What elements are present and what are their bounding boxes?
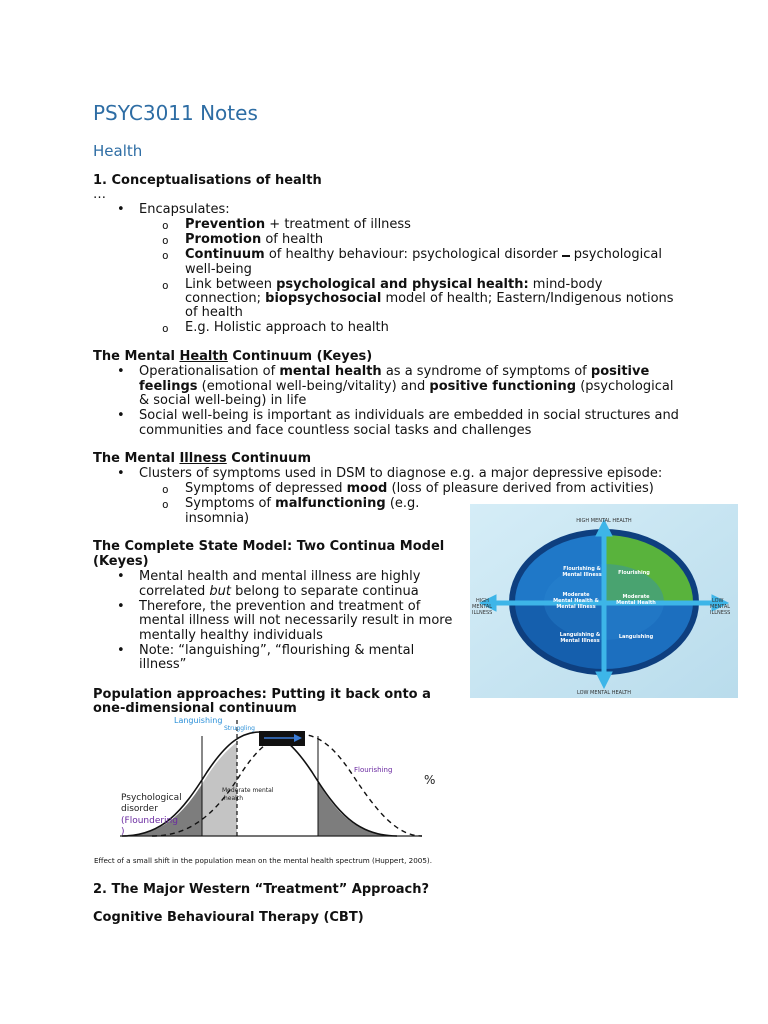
bullet: • bbox=[117, 466, 125, 481]
sub-bullet: o bbox=[162, 249, 169, 262]
section-1-heading: 1. Conceptualisations of health bbox=[93, 173, 322, 188]
q-mr-1: Moderate bbox=[622, 594, 650, 600]
q-ml-2: Mental Health & bbox=[553, 598, 599, 604]
csm-heading: The Complete State Model: Two Continua Model bbox=[93, 539, 445, 554]
csm-b3-l2: illness” bbox=[139, 657, 187, 672]
label-high-mental-illness-1: HIGH bbox=[476, 598, 489, 604]
bullet: • bbox=[117, 643, 125, 658]
q-bl-1: Languishing & bbox=[559, 632, 601, 638]
item-link-cont: connection; biopsychosocial model of health; Eastern/Indigenous notions bbox=[185, 291, 674, 306]
encapsulates-text: Encapsulates: bbox=[139, 202, 230, 217]
label-floundering: (Floundering bbox=[121, 816, 178, 826]
label-moderate-1: Moderate mental bbox=[222, 787, 274, 794]
mhc-b2-l2: communities and face countless social tasks and challenges bbox=[139, 423, 532, 438]
sub-bullet: o bbox=[162, 234, 169, 247]
bullet: • bbox=[117, 408, 125, 423]
q-mr-2: Mental Health bbox=[616, 600, 656, 606]
item-prevention: Prevention + treatment of illness bbox=[185, 217, 411, 232]
q-ml-3: Mental Illness bbox=[556, 604, 596, 610]
mic-s2: Symptoms of malfunctioning (e.g. bbox=[185, 496, 420, 511]
sub-bullet: o bbox=[162, 219, 169, 232]
q-br: Languishing bbox=[618, 634, 654, 640]
q-tr: Flourishing bbox=[618, 570, 650, 576]
sub-bullet: o bbox=[162, 498, 169, 511]
label-low-mental-health: LOW MENTAL HEALTH bbox=[576, 690, 632, 696]
label-low-mental-illness-2: MENTAL bbox=[710, 604, 731, 610]
section-2-heading: 2. The Major Western “Treatment” Approach? bbox=[93, 882, 430, 897]
ellipsis: … bbox=[93, 187, 106, 202]
item-continuum-cont: well-being bbox=[185, 262, 252, 277]
label-low-mental-illness-1: LOW bbox=[712, 598, 724, 604]
q-ml-1: Moderate bbox=[562, 592, 590, 598]
csm-b2-l2: mental illness will not necessarily result in more bbox=[139, 613, 453, 628]
population-curve-figure bbox=[92, 712, 442, 872]
mhc-b2-l1: Social well-being is important as individuals are embedded in social structures and bbox=[139, 408, 679, 423]
section-heading-health: Health bbox=[93, 142, 143, 160]
label-psychological: Psychological bbox=[121, 793, 182, 803]
sub-bullet: o bbox=[162, 279, 169, 292]
mhc-heading: The Mental Health Continuum (Keyes) bbox=[93, 349, 373, 364]
bullet-encapsulates: • bbox=[117, 202, 125, 217]
figure-caption: Effect of a small shift in the population mean on the mental health spectrum (Huppert, 2005). bbox=[94, 856, 432, 865]
bullet: • bbox=[117, 599, 125, 614]
label-high-mental-illness-3: ILLNESS bbox=[472, 610, 493, 616]
item-holistic: E.g. Holistic approach to health bbox=[185, 320, 389, 335]
item-promotion: Promotion of health bbox=[185, 232, 324, 247]
mic-heading: The Mental Illness Continuum bbox=[93, 451, 311, 466]
sub-bullet: o bbox=[162, 322, 169, 335]
bullet: • bbox=[117, 569, 125, 584]
label-disorder: disorder bbox=[121, 804, 158, 814]
q-tl-1: Flourishing & bbox=[563, 566, 601, 572]
bullet: • bbox=[117, 364, 125, 379]
label-high-mental-health: HIGH MENTAL HEALTH bbox=[576, 518, 632, 524]
csm-b2-l3: mentally healthy individuals bbox=[139, 628, 323, 643]
item-link-cont2: of health bbox=[185, 305, 243, 320]
mic-s1: Symptoms of depressed mood (loss of pleasure derived from activities) bbox=[185, 481, 654, 496]
sub-bullet: o bbox=[162, 483, 169, 496]
item-link: Link between psychological and physical health: mind-body bbox=[185, 277, 603, 292]
csm-b1-l2: correlated but belong to separate continua bbox=[139, 584, 419, 599]
pop-heading-2: one-dimensional continuum bbox=[93, 701, 297, 716]
q-bl-2: Mental Illness bbox=[560, 638, 600, 644]
mic-s2-cont: insomnia) bbox=[185, 511, 250, 526]
label-struggling: Struggling bbox=[224, 725, 255, 732]
csm-b1-l1: Mental health and mental illness are highly bbox=[139, 569, 421, 584]
pop-heading: Population approaches: Putting it back onto a bbox=[93, 687, 431, 702]
label-low-mental-illness-3: ILLNESS bbox=[710, 610, 731, 616]
label-high-mental-illness-2: MENTAL bbox=[472, 604, 493, 610]
shaded-right bbox=[318, 782, 392, 836]
item-continuum: Continuum of healthy behaviour: psychological disorder psychological bbox=[185, 247, 662, 262]
label-flourishing: Flourishing bbox=[354, 766, 393, 774]
mic-b1: Clusters of symptoms used in DSM to diagnose e.g. a major depressive episode: bbox=[139, 466, 663, 481]
q-tl-2: Mental Illness bbox=[562, 572, 602, 578]
range-mark bbox=[562, 252, 570, 257]
csm-b3-l1: Note: “languishing”, “flourishing & mental bbox=[139, 643, 415, 658]
label-moderate-2: health bbox=[224, 795, 243, 802]
mhc-b1-l2: feelings (emotional well-being/vitality) and positive functioning (psychological bbox=[139, 379, 674, 394]
cbt-heading: Cognitive Behavioural Therapy (CBT) bbox=[93, 910, 364, 925]
label-languishing: Languishing bbox=[174, 716, 223, 725]
label-percent: % bbox=[424, 773, 436, 787]
csm-heading-2: (Keyes) bbox=[93, 554, 149, 569]
label-paren: ) bbox=[121, 827, 125, 837]
mhc-b1-l1: Operationalisation of mental health as a syndrome of symptoms of positive bbox=[139, 364, 650, 379]
two-continua-figure bbox=[470, 504, 738, 698]
mhc-b1-l3: & social well-being) in life bbox=[139, 393, 307, 408]
page-title: PSYC3011 Notes bbox=[93, 101, 258, 125]
csm-b2-l1: Therefore, the prevention and treatment of bbox=[139, 599, 421, 614]
